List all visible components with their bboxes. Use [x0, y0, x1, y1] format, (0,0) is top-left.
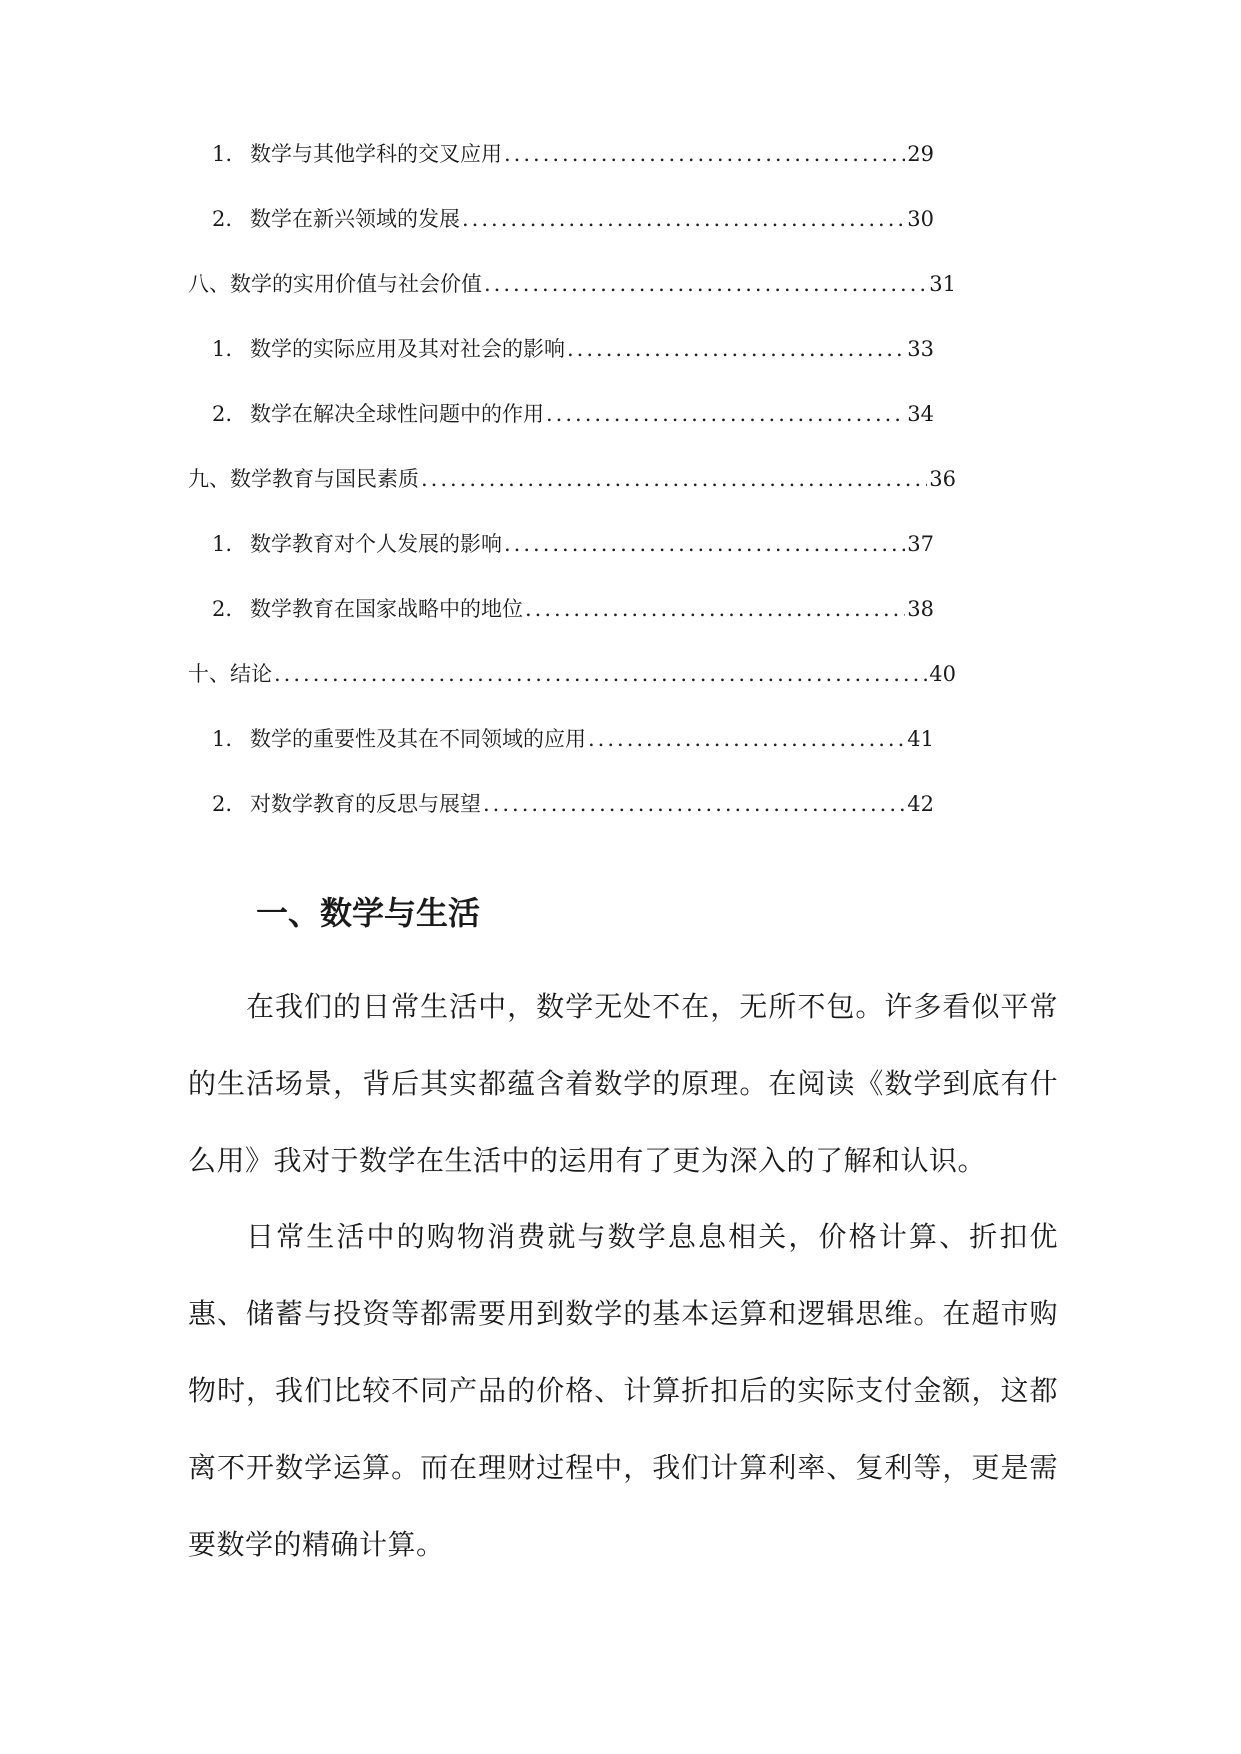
toc-entry-page: 33: [907, 337, 934, 361]
toc-entry-title: 数学教育在国家战略中的地位: [250, 597, 523, 621]
toc-entry-title: 对数学教育的反思与展望: [250, 792, 481, 816]
toc-entry[interactable]: [188, 725, 934, 790]
toc-dot-leader: [462, 205, 905, 233]
toc-entry-page: 34: [907, 402, 934, 426]
toc-entry-title: 数学的实际应用及其对社会的影响: [250, 337, 565, 361]
toc-entry-number: 1.: [212, 532, 233, 556]
toc-entry-page: 31: [929, 272, 956, 296]
body-paragraph: 日常生活中的购物消费就与数学息息相关，价格计算、折扣优惠、储蓄与投资等都需要用到数学的基本运算和逻辑思维。在超市购物时，我们比较不同产品的价格、计算折扣后的实际支付金额，这都离不开数学运算。而在理财过程中，我们计算利率、复利等，更是需要数学的精确计算。: [188, 1220, 1058, 1561]
toc-entry-page: 30: [907, 207, 934, 231]
toc-dot-leader: [483, 790, 905, 818]
toc-entry-page: 37: [907, 532, 934, 556]
toc-dot-leader: [274, 660, 927, 688]
toc-entry-title: 八、数学的实用价值与社会价值: [188, 272, 482, 296]
section-heading: 一、数学与生活: [256, 894, 481, 932]
toc-entry-number: 2.: [212, 792, 233, 816]
toc-entry-number: 1.: [212, 142, 233, 166]
table-of-contents: [188, 140, 958, 855]
toc-entry[interactable]: [188, 530, 934, 595]
toc-entry-title: 数学与其他学科的交叉应用: [250, 142, 502, 166]
toc-entry-number: 2.: [212, 207, 233, 231]
toc-entry-title: 十、结论: [188, 662, 272, 686]
toc-entry-title: 九、数学教育与国民素质: [188, 467, 419, 491]
toc-entry[interactable]: [188, 335, 934, 400]
toc-entry[interactable]: [188, 595, 934, 660]
toc-dot-leader: [546, 400, 905, 428]
toc-entry-page: 29: [907, 142, 934, 166]
toc-dot-leader: [567, 335, 905, 363]
toc-dot-leader: [525, 595, 905, 623]
toc-entry-title: 数学在解决全球性问题中的作用: [250, 402, 544, 426]
toc-dot-leader: [504, 530, 905, 558]
toc-entry[interactable]: [188, 140, 934, 205]
toc-entry[interactable]: [188, 400, 934, 465]
toc-entry-number: 1.: [212, 727, 233, 751]
toc-entry[interactable]: [188, 790, 934, 855]
toc-dot-leader: [588, 725, 905, 753]
body-paragraph: 在我们的日常生活中，数学无处不在，无所不包。许多看似平常的生活场景，背后其实都蕴含着数学的原理。在阅读《数学到底有什么用》我对于数学在生活中的运用有了更为深入的了解和认识。: [188, 990, 1058, 1177]
toc-entry-page: 40: [929, 662, 956, 686]
toc-entry-number: 2.: [212, 597, 233, 621]
toc-entry[interactable]: [188, 205, 934, 270]
toc-entry-title: 数学的重要性及其在不同领域的应用: [250, 727, 586, 751]
toc-chapter-entry[interactable]: [188, 660, 956, 725]
toc-entry-page: 42: [907, 792, 934, 816]
toc-entry-page: 36: [929, 467, 956, 491]
toc-entry-page: 38: [907, 597, 934, 621]
toc-entry-number: 1.: [212, 337, 233, 361]
toc-dot-leader: [504, 140, 905, 168]
toc-entry-number: 2.: [212, 402, 233, 426]
toc-dot-leader: [421, 465, 927, 493]
toc-chapter-entry[interactable]: [188, 270, 956, 335]
toc-entry-page: 41: [907, 727, 934, 751]
toc-entry-title: 数学教育对个人发展的影响: [250, 532, 502, 556]
toc-dot-leader: [484, 270, 927, 298]
toc-chapter-entry[interactable]: [188, 465, 956, 530]
toc-entry-title: 数学在新兴领域的发展: [250, 207, 460, 231]
